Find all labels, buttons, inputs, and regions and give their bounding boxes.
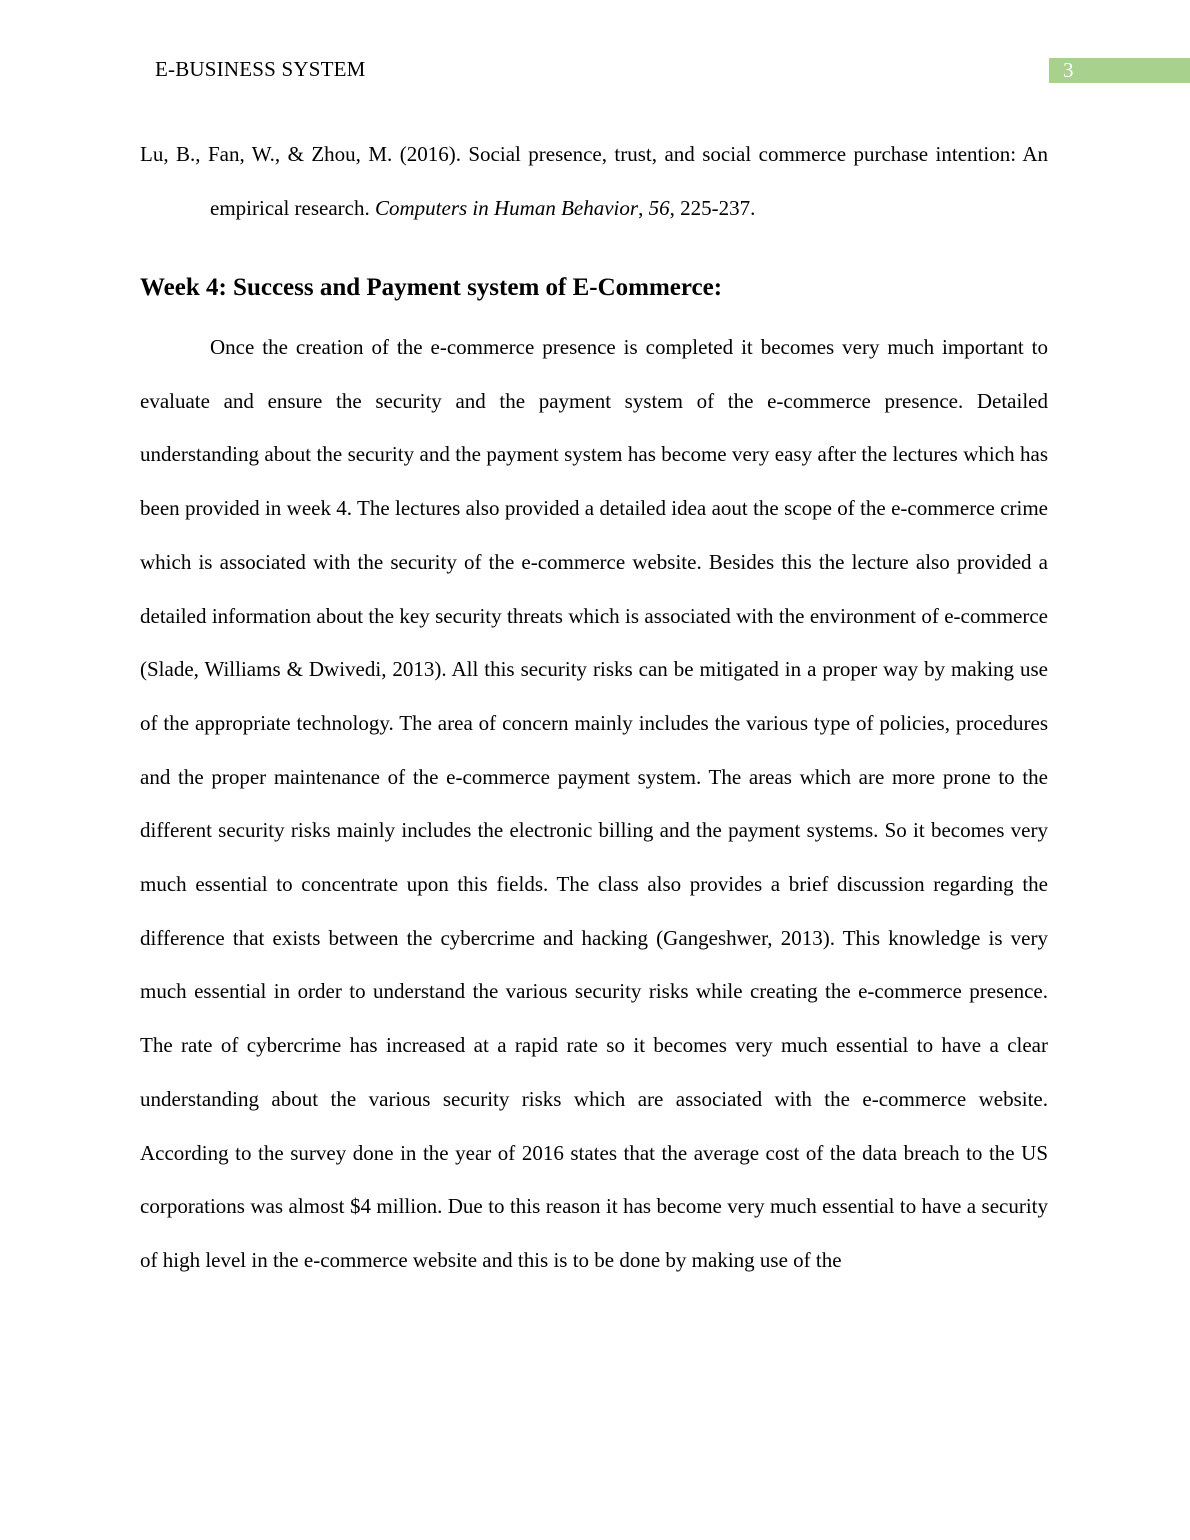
page-number-band — [1049, 58, 1190, 83]
page-number: 3 — [1063, 58, 1074, 82]
running-head: E-BUSINESS SYSTEM — [155, 57, 366, 81]
reference-volume: 56 — [648, 196, 670, 220]
reference-journal: Computers in Human Behavior — [375, 196, 639, 220]
document-body — [140, 127, 1048, 1272]
reference-authors-title: Lu, B., Fan, W., & Zhou, M. (2016). Social presence, trust, and social commerce purchase intention: An empirical research. — [140, 142, 1048, 220]
section-heading: Week 4: Success and Payment system of E-Commerce: — [140, 274, 723, 301]
reference-separator: , — [638, 196, 649, 220]
reference-pages: , 225-237. — [669, 196, 756, 220]
reference-entry — [140, 127, 1048, 235]
body-paragraph: Once the creation of the e-commerce presence is completed it becomes very much important to evaluate and ensure the security and the payment system of the e-commerce presence. Detailed understanding about the security and the payment system has become very easy after the lectures which has been provided in week 4. The lectures also provided a detailed idea aout the scope of the e-commerce crime which is associated with the security of the e-commerce website. Besides this the lecture also provided a detailed information about the key security threats which is associated with the environment of e-commerce (Slade, Williams & Dwivedi, 2013). All this security risks can be mitigated in a proper way by making use of the appropriate technology. The area of concern mainly includes the various type of policies, procedures and the proper maintenance of the e-commerce payment system. The areas which are more prone to the different security risks mainly includes the electronic billing and the payment systems. So it becomes very much essential to concentrate upon this fields. The class also provides a brief discussion regarding the difference that exists between the cybercrime and hacking (Gangeshwer, 2013). This knowledge is very much essential in order to understand the various security risks while creating the e-commerce presence. The rate of cybercrime has increased at a rapid rate so it becomes very much essential to have a clear understanding about the various security risks which are associated with the e-commerce website. According to the survey done in the year of 2016 states that the average cost of the data breach to the US corporations was almost $4 million. Due to this reason it has become very much essential to have a security of high level in the e-commerce website and this is to be done by making use of the — [140, 335, 1048, 1272]
